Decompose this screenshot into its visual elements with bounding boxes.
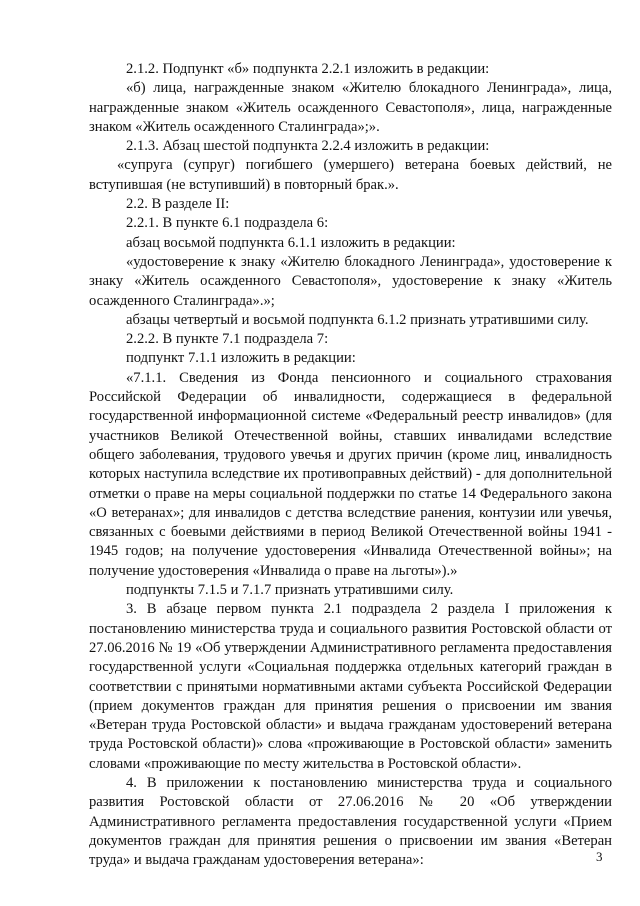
paragraph-spouse-quote: «супруга (супруг) погибшего (умершего) ветерана боевых действий, не вступившая (не вступивший) в повторный брак.».: [89, 157, 612, 193]
paragraph-3: 3. В абзаце первом пункта 2.1 подраздела 2 раздела I приложения к постановлению министерства труда и социального развития Ростовской области от 27.06.2016 № 19 «Об утверждении Административного регламента предоставления государственной услуги «Социальная поддержка отдельных категорий граждан в соответствии с принятыми нормативными актами субъекта Российской Федерации (прием документов граждан для принятия решения о присвоении им звания «Ветеран труда Ростовской области» и выдача гражданам удостоверений ветерана труда Ростовской области)» слова «проживающие в Ростовской области» заменить словами «проживающие по месту жительства в Ростовской области».: [89, 601, 612, 772]
paragraph-2-1-3: 2.1.3. Абзац шестой подпункта 2.2.4 изложить в редакции:: [126, 138, 490, 155]
paragraph-7-1-1-intro: подпункт 7.1.1 изложить в редакции:: [126, 350, 356, 367]
paragraph-2-1-2: 2.1.2. Подпункт «б» подпункта 2.2.1 изложить в редакции:: [126, 61, 490, 77]
paragraph-certificate-quote: «удостоверение к знаку «Жителю блокадного Ленинграда», удостоверение к знаку «Житель осажденного Севастополя», удостоверение к знаку «Житель осажденного Сталинграда».»;: [89, 253, 612, 309]
paragraph-2-2-2: 2.2.2. В пункте 7.1 подраздела 7:: [126, 331, 329, 348]
paragraph-2-2-1: 2.2.1. В пункте 6.1 подраздела 6:: [126, 215, 329, 232]
paragraph-abzac-8: абзац восьмой подпункта 6.1.1 изложить в редакции:: [126, 234, 456, 251]
paragraph-4: 4. В приложении к постановлению министерства труда и социального развития Ростовской области от 27.06.2016 № 20 «Об утверждении Административного регламента предоставления государственной услуги «Прием документов граждан для принятия решения о присвоении им звания «Ветеран труда» и выдача гражданам удостоверения ветерана»:: [89, 774, 612, 869]
page-number: 3: [596, 849, 603, 864]
document-body: [89, 60, 612, 870]
paragraph-7-1-5: подпункты 7.1.5 и 7.1.7 признать утратившими силу.: [126, 582, 454, 599]
paragraph-b-quote: «б) лица, награжденные знаком «Жителю блокадного Ленинграда», лица, награжденные знаком «Житель осажденного Севастополя», лица, награжденные знаком «Житель осажденного Сталинграда»;».: [89, 80, 612, 135]
paragraph-7-1-1-quote: «7.1.1. Сведения из Фонда пенсионного и социального страхования Российской Федерации об инвалидности, содержащиеся в федеральной государственной информационной системе «Федеральный реестр инвалидов» (для участников Великой Отечественной войны, ставших инвалидами вследствие общего заболевания, трудового увечья и других причин (кроме лиц, инвалидность которых наступила вследствие их противоправных действий) - для дополнительной отметки о праве на меры социальной поддержки по статье 14 Федерального закона «О ветеранах»; для инвалидов с детства вследствие ранения, контузии или увечья, связанных с боевыми действиями в период Великой Отечественной войны 1941 - 1945 годов; на получение удостоверения «Инвалида Отечественной войны»; на получение удостоверения «Инвалида о праве на льготы»).»: [89, 369, 612, 579]
paragraph-2-2: 2.2. В разделе II:: [126, 196, 230, 213]
paragraph-6-1-2: абзацы четвертый и восьмой подпункта 6.1.2 признать утратившими силу.: [126, 311, 589, 328]
